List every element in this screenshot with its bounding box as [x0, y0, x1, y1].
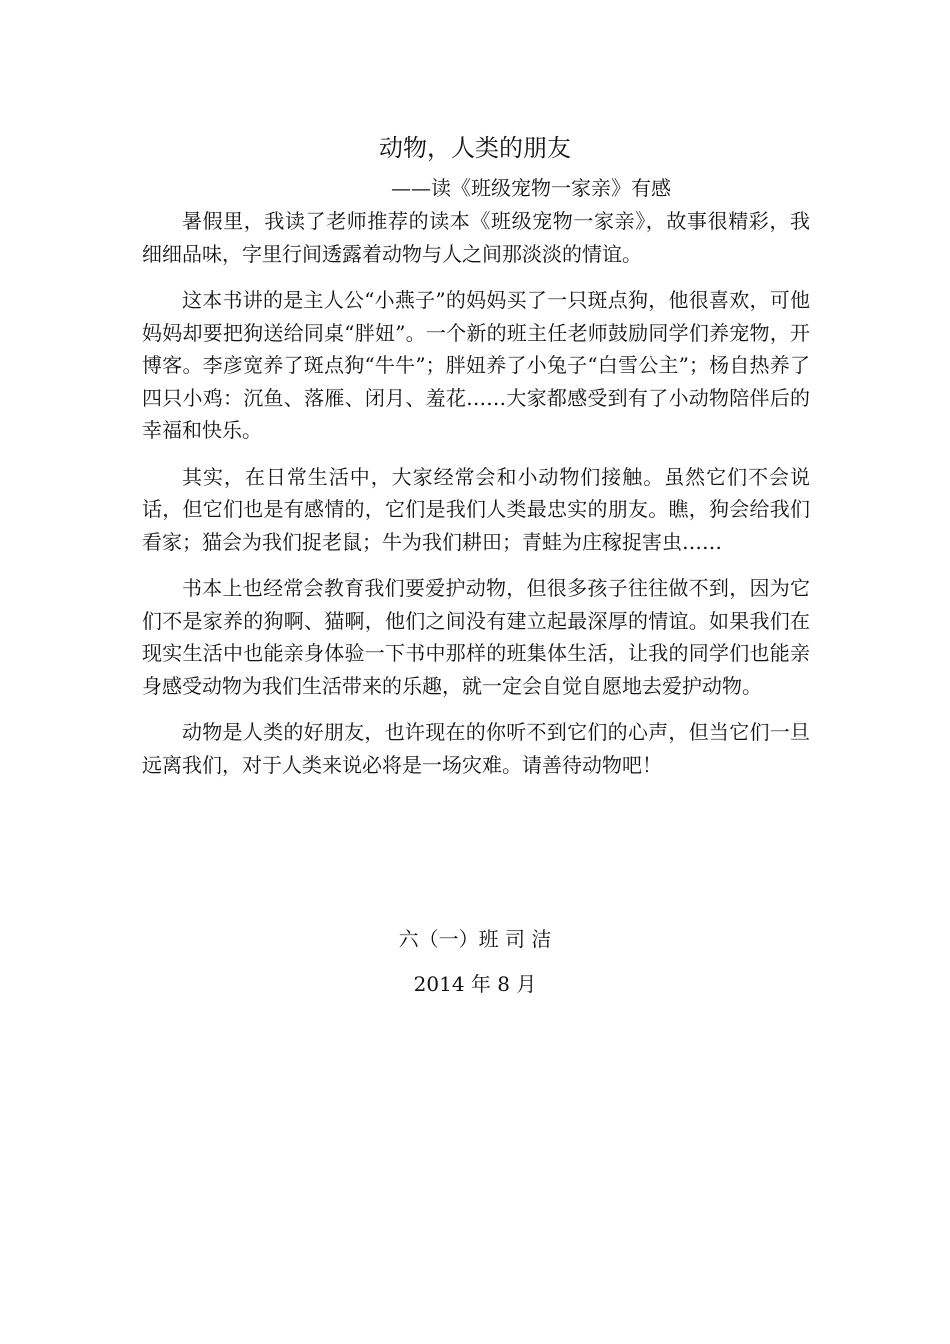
essay-title: 动物，人类的朋友	[379, 134, 571, 162]
essay-date: 2014 年 8 月	[413, 972, 537, 996]
paragraph-1: 暑假里，我读了老师推荐的读本《班级宠物一家亲》，故事很精彩，我细细品味，字里行间透露着动物与人之间那淡淡的情谊。	[142, 209, 810, 266]
paragraph-3: 其实，在日常生活中，大家经常会和小动物们接触。虽然它们不会说话，但它们也是有感情的，它们是我们人类最忠实的朋友。瞧，狗会给我们看家；猫会为我们捉老鼠；牛为我们耕田；青蛙为庄稼捉害虫……	[142, 464, 810, 554]
author-signature: 六（一）班 司 洁	[398, 927, 552, 951]
paragraph-5: 动物是人类的好朋友，也许现在的你听不到它们的心声，但当它们一旦远离我们，对于人类来说必将是一场灾难。请善待动物吧！	[142, 720, 810, 777]
essay-subtitle: ——读《班级宠物一家亲》有感	[391, 176, 671, 200]
paragraph-2: 这本书讲的是主人公“小燕子”的妈妈买了一只斑点狗，他很喜欢，可他妈妈却要把狗送给同桌“胖妞”。一个新的班主任老师鼓励同学们养宠物，开博客。李彦宽养了斑点狗“牛牛”；胖妞养了小兔子“白雪公主”；杨自热养了四只小鸡：沉鱼、落雁、闭月、羞花……大家都感受到有了小动物陪伴后的幸福和快乐。	[142, 288, 810, 442]
essay-body	[142, 205, 810, 795]
paragraph-4: 书本上也经常会教育我们要爱护动物，但很多孩子往往做不到，因为它们不是家养的狗啊、猫啊，他们之间没有建立起最深厚的情谊。如果我们在现实生活中也能亲身体验一下书中那样的班集体生活，让我的同学们也能亲身感受动物为我们生活带来的乐趣，就一定会自觉自愿地去爱护动物。	[142, 576, 810, 698]
